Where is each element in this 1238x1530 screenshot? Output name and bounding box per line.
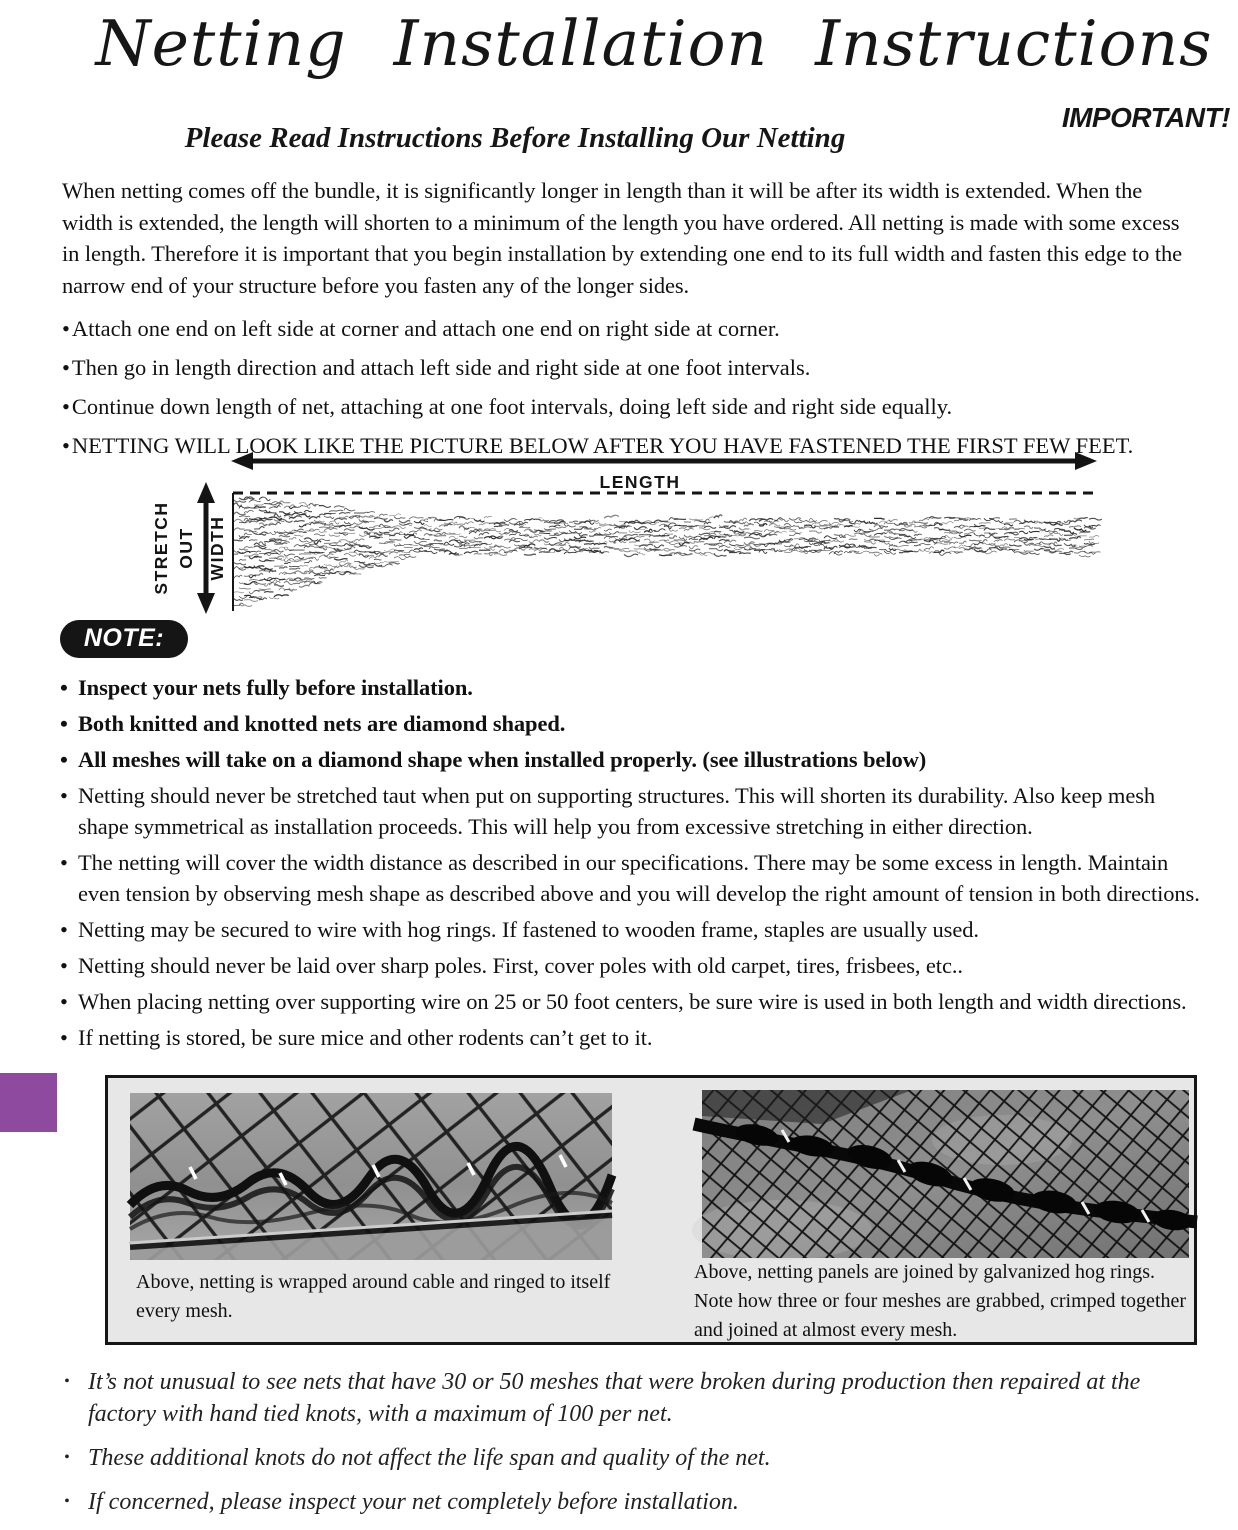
photo-caption-left: Above, netting is wrapped around cable and ringed to itself every mesh. (136, 1271, 611, 1322)
note-item: • Netting should never be laid over sharp poles. First, cover poles with old carpet, tires, frisbees, etc.. (58, 950, 1208, 981)
note-item: • Netting may be secured to wire with hog rings. If fastened to wooden frame, staples are usually used. (58, 914, 1208, 945)
width-label: WIDTH (207, 515, 227, 581)
stretch-diagram (0, 448, 1238, 618)
intro-paragraph: When netting comes off the bundle, it is significantly longer in length than it will be after its width is extended. When the width is extended, the length will shorten to a minimum of the length you have ordered. All netting is made with some excess in length. Therefore it is important that you begin installation by extending one end to its full width and fasten this edge to the narrow end of your structure before you fasten any of the longer sides. (62, 178, 1183, 298)
footer-notes (62, 1366, 1207, 1530)
note-list (58, 672, 1208, 1058)
important-label: IMPORTANT! (1061, 102, 1230, 133)
footer-item: • It’s not unusual to see nets that have 30 or 50 meshes that were broken during production then repaired at the factory with hand tied knots, with a maximum of 100 per net. (62, 1366, 1207, 1430)
subtitle: Please Read Instructions Before Installing Our Netting (184, 122, 846, 154)
left-photo (130, 1093, 612, 1260)
purple-accent-block (0, 1073, 57, 1132)
note-item: • All meshes will take on a diamond shape when installed properly. (see illustrations below) (58, 744, 1208, 775)
note-item: • If netting is stored, be sure mice and other rodents can’t get to it. (58, 1022, 1208, 1053)
installation-steps (62, 313, 1202, 469)
step-item: • Then go in length direction and attach left side and right side at one foot intervals. (62, 352, 1202, 383)
page-title: Netting Installation Instructions (95, 7, 1213, 80)
stretch-label-line1: STRETCH (151, 501, 171, 595)
footer-item: • These additional knots do not affect the life span and quality of the net. (62, 1442, 1207, 1474)
note-item: • Netting should never be stretched taut when put on supporting structures. This will shorten its durability. Also keep mesh shape symmetrical as installation proceeds. This will help you from excessive stretching in either direction. (58, 780, 1208, 842)
note-badge: NOTE: (60, 620, 188, 658)
note-item: • When placing netting over supporting wire on 25 or 50 foot centers, be sure wire is used in both length and width directions. (58, 986, 1208, 1017)
length-arrow (231, 452, 1097, 470)
step-item: • Continue down length of net, attaching at one foot intervals, doing left side and right side equally. (62, 391, 1202, 422)
footer-item: • If concerned, please inspect your net completely before installation. (62, 1486, 1207, 1518)
stretch-diagram-graphic (0, 448, 1238, 618)
step-item: • Attach one end on left side at corner and attach one end on right side at corner. (62, 313, 1202, 344)
note-item: • Both knitted and knotted nets are diamond shaped. (58, 708, 1208, 739)
note-item: • Inspect your nets fully before installation. (58, 672, 1208, 703)
photo-caption-right: Above, netting panels are joined by galvanized hog rings. Note how three or four meshes are grabbed, crimped together and joined at almost every mesh. (694, 1261, 1187, 1341)
photo-panel (105, 1075, 1197, 1345)
stretch-label-line2: OUT (176, 527, 196, 569)
right-photo (702, 1090, 1189, 1258)
note-item: • The netting will cover the width distance as described in our specifications. There may be some excess in length. Maintain even tension by observing mesh shape as described above and you will develop the right amount of tension in both directions. (58, 847, 1208, 909)
step-item: • NETTING WILL LOOK LIKE THE PICTURE BELOW AFTER YOU HAVE FASTENED THE FIRST FEW FEET. (62, 430, 1202, 461)
netting-illustration (234, 497, 1102, 607)
length-label: LENGTH (599, 472, 681, 492)
